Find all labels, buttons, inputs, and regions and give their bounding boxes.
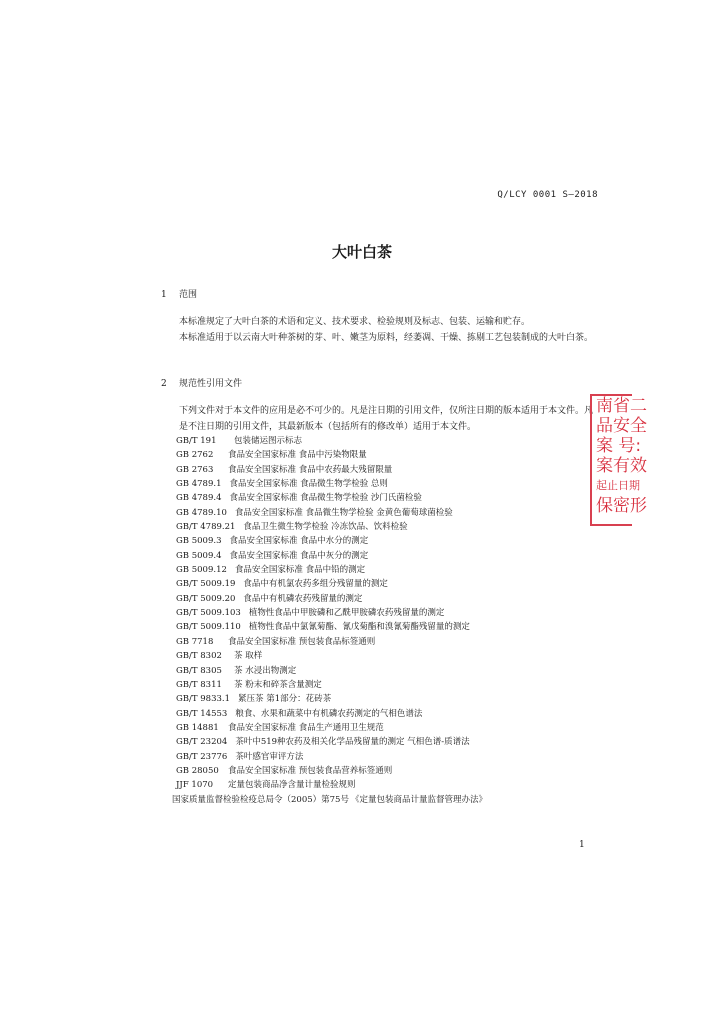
reference-name: 定量包装商品净含量计量检验规则	[228, 780, 356, 791]
reference-name: 紧压茶 第1部分：花砖茶	[238, 694, 332, 705]
list-item	[176, 764, 487, 778]
stamp-line: 案 号:	[596, 436, 642, 456]
stamp-line: 品安全	[596, 416, 647, 436]
section-1-body	[161, 314, 601, 346]
list-item	[176, 649, 487, 663]
reference-code: GB/T 23776	[176, 751, 228, 762]
list-item	[176, 549, 487, 563]
stamp-line: 起止日期	[596, 479, 640, 492]
list-item	[176, 606, 487, 620]
reference-name: 茶叶中519种农药及相关化学品残留量的测定 气相色谱-质谱法	[235, 737, 470, 748]
section-number: 1	[161, 290, 167, 300]
reference-name: 包装储运图示标志	[234, 436, 303, 446]
stamp-line: 保密形	[596, 496, 647, 516]
stamp-line: 南省二	[596, 396, 647, 416]
reference-name: 食品中有机磷农药残留量的测定	[243, 593, 363, 604]
reference-code: GB/T 8302	[176, 651, 222, 662]
list-item	[176, 635, 487, 649]
reference-name: 食品安全国家标准 食品微生物学检验 总则	[229, 479, 388, 490]
paragraph: 本标准规定了大叶白茶的术语和定义、技术要求、检验规则及标志、包装、运输和贮存。	[179, 317, 531, 327]
reference-code: GB/T 14553	[176, 708, 228, 719]
list-item	[176, 577, 487, 591]
reference-code: GB/T 191	[176, 436, 217, 446]
list-item	[176, 434, 487, 448]
paragraph: 下列文件对于本文件的应用是必不可少的。凡是注日期的引用文件，仅所注日期的版本适用于本文件。凡是不注日期的引用文件，其最新版本（包括所有的修改单）适用于本文件。	[179, 406, 594, 432]
list-item	[176, 563, 487, 577]
reference-name: 食品安全国家标准 食品中污染物限量	[228, 450, 367, 461]
reference-name: 食品安全国家标准 食品微生物学检验 金黄色葡萄球菌检验	[234, 507, 453, 518]
reference-code: GB 4789.4	[176, 493, 222, 504]
reference-code: GB 7718	[176, 636, 214, 647]
reference-name: 茶叶感官审评方法	[235, 751, 304, 762]
reference-name: 植物性食品中甲胺磷和乙酰甲胺磷农药残留量的测定	[248, 608, 445, 619]
filing-stamp	[590, 394, 647, 526]
list-item	[172, 793, 487, 807]
reference-name: 茶 取样	[234, 651, 263, 662]
list-item	[176, 735, 487, 749]
list-item	[176, 620, 487, 634]
list-item	[176, 664, 487, 678]
list-item	[176, 707, 487, 721]
reference-code: GB 5009.12	[176, 565, 227, 576]
reference-name: 食品卫生微生物学检验 冷冻饮品、饮料检验	[243, 522, 408, 533]
document-title: 大叶白茶	[331, 243, 392, 261]
reference-name: 茶 水浸出物测定	[234, 665, 297, 676]
list-item	[176, 592, 487, 606]
reference-name: 食品安全国家标准 预包装食品营养标签通则	[228, 765, 393, 776]
reference-name: 茶 粉末和碎茶含量测定	[234, 679, 322, 690]
list-item	[176, 692, 487, 706]
reference-code: GB 2763	[176, 464, 214, 475]
reference-code: GB 5009.4	[176, 550, 222, 561]
reference-name: 食品安全国家标准 食品中水分的测定	[229, 536, 369, 547]
reference-name: 食品安全国家标准 预包装食品标签通则	[228, 636, 376, 647]
reference-code: GB 4789.10	[176, 507, 227, 518]
reference-code: GB 4789.1	[176, 479, 222, 490]
reference-code: JJF 1070	[176, 780, 214, 791]
reference-code: GB/T 5009.20	[176, 593, 236, 604]
reference-name: 食品安全国家标准 食品生产通用卫生规范	[228, 722, 384, 733]
reference-name: 《定量包装商品计量监督管理办法》	[350, 794, 487, 805]
standard-code: Q/LCY 0001 S—2018	[497, 190, 598, 200]
reference-code: GB/T 9833.1	[176, 694, 231, 705]
list-item	[176, 721, 487, 735]
list-item	[176, 463, 487, 477]
page-number: 1	[579, 840, 585, 850]
reference-name: 食品安全国家标准 食品中铅的测定	[234, 565, 366, 576]
reference-name: 食品安全国家标准 食品中灰分的测定	[229, 550, 369, 561]
list-item	[176, 506, 487, 520]
list-item	[176, 477, 487, 491]
reference-code: GB/T 4789.21	[176, 522, 236, 533]
section-2-body	[161, 403, 601, 435]
list-item	[176, 534, 487, 548]
section-number: 2	[161, 379, 167, 389]
section-title: 范围	[179, 290, 198, 300]
reference-code: GB/T 8305	[176, 665, 222, 676]
stamp-line: 案有效	[596, 456, 647, 476]
reference-name: 粮食、水果和蔬菜中有机磷农药测定的气相色谱法	[235, 708, 423, 719]
section-2-heading	[161, 376, 242, 389]
reference-code: GB 2762	[176, 450, 214, 461]
reference-name: 食品安全国家标准 食品中农药最大残留限量	[228, 464, 393, 475]
reference-code: GB/T 23204	[176, 737, 228, 748]
reference-code: GB/T 5009.19	[176, 579, 236, 590]
list-item	[176, 448, 487, 462]
list-item	[176, 520, 487, 534]
list-item	[176, 778, 487, 792]
reference-name: 植物性食品中氯氰菊酯、氰戊菊酯和溴氰菊酯残留量的测定	[248, 622, 470, 633]
reference-code: GB/T 5009.110	[176, 622, 241, 633]
list-item	[176, 491, 487, 505]
list-item	[176, 750, 487, 764]
section-title: 规范性引用文件	[179, 379, 243, 389]
reference-code: GB 14881	[176, 722, 219, 733]
reference-list	[172, 434, 487, 807]
list-item	[176, 678, 487, 692]
reference-name: 食品中有机氯农药多组分残留量的测定	[243, 579, 388, 590]
reference-code: GB/T 8311	[176, 679, 222, 690]
reference-code: GB 5009.3	[176, 536, 222, 547]
section-1-heading	[161, 287, 197, 300]
reference-name: 食品安全国家标准 食品微生物学检验 沙门氏菌检验	[229, 493, 422, 504]
reference-code: 国家质量监督检验检疫总局令（2005）第75号	[172, 794, 349, 805]
reference-code: GB/T 5009.103	[176, 608, 241, 619]
reference-code: GB 28050	[176, 765, 219, 776]
paragraph: 本标准适用于以云南大叶种茶树的芽、叶、嫩茎为原料，经萎凋、干燥、拣剔工艺包装制成的大叶白茶。	[179, 333, 594, 343]
